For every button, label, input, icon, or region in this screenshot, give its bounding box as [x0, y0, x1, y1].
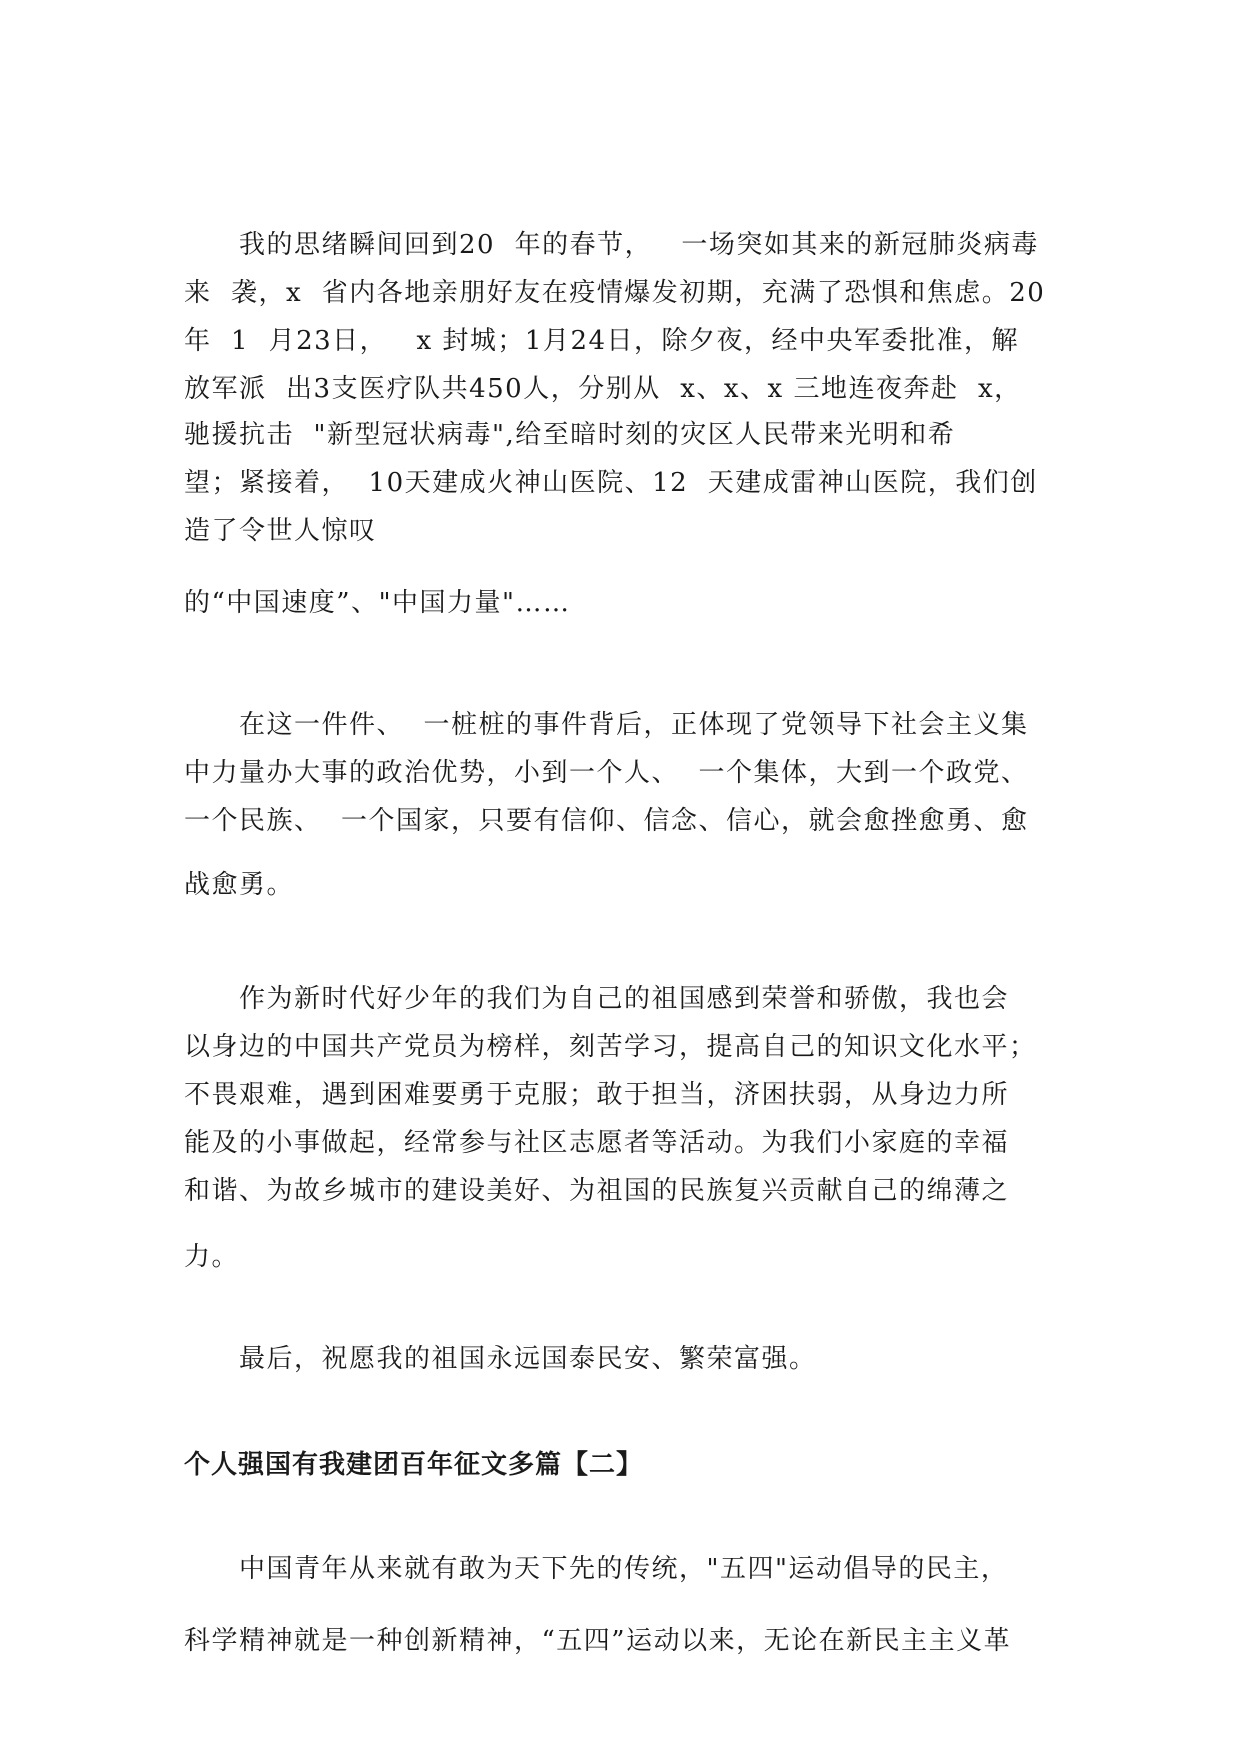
text-line: 和谐、为故乡城市的建设美好、为祖国的民族复兴贡献自己的绵薄之	[184, 1176, 1010, 1206]
text-line: 力。	[184, 1242, 240, 1272]
text-line: 在这一件件、 一桩桩的事件背后，正体现了党领导下社会主义集	[184, 710, 1029, 740]
text-line: 造了令世人惊叹	[184, 516, 377, 546]
text-line: 年 1 月23日， x 封城；1月24日，除夕夜，经中央军委批准，解	[184, 326, 1020, 356]
text-line: 中国青年从来就有敢为天下先的传统，"五四"运动倡导的民主，	[184, 1554, 1009, 1584]
text-line: 放军派 出3支医疗队共450人，分别从 x、x、x 三地连夜奔赴 x，	[184, 374, 1022, 404]
text-line: 不畏艰难，遇到困难要勇于克服；敢于担当，济困扶弱，从身边力所	[184, 1080, 1010, 1110]
text-line: 望；紧接着， 10天建成火神山医院、12 天建成雷神山医院，我们创	[184, 468, 1038, 498]
text-line: 的“中国速度”、"中国力量"……	[184, 588, 571, 618]
section-heading: 个人强国有我建团百年征文多篇【二】	[184, 1450, 644, 1480]
text-line: 最后，祝愿我的祖国永远国泰民安、繁荣富强。	[184, 1344, 817, 1374]
text-line: 作为新时代好少年的我们为自己的祖国感到荣誉和骄傲，我也会	[184, 984, 1010, 1014]
text-line: 科学精神就是一种创新精神，“五四”运动以来，无论在新民主主义革	[184, 1626, 1012, 1656]
text-line: 来 袭，x 省内各地亲朋好友在疫情爆发初期，充满了恐惧和焦虑。20	[184, 278, 1046, 308]
text-line: 一个民族、 一个国家，只要有信仰、信念、信心，就会愈挫愈勇、愈	[184, 806, 1029, 836]
text-line: 能及的小事做起，经常参与社区志愿者等活动。为我们小家庭的幸福	[184, 1128, 1010, 1158]
text-line: 战愈勇。	[184, 870, 295, 900]
text-line: 驰援抗击 "新型冠状病毒",给至暗时刻的灾区人民带来光明和希	[184, 420, 956, 450]
text-line: 以身边的中国共产党员为榜样，刻苦学习，提高自己的知识文化水平；	[184, 1032, 1037, 1062]
text-line: 中力量办大事的政治优势，小到一个人、 一个集体，大到一个政党、	[184, 758, 1029, 788]
text-line: 我的思绪瞬间回到20 年的春节， 一场突如其来的新冠肺炎病毒	[184, 230, 1039, 260]
